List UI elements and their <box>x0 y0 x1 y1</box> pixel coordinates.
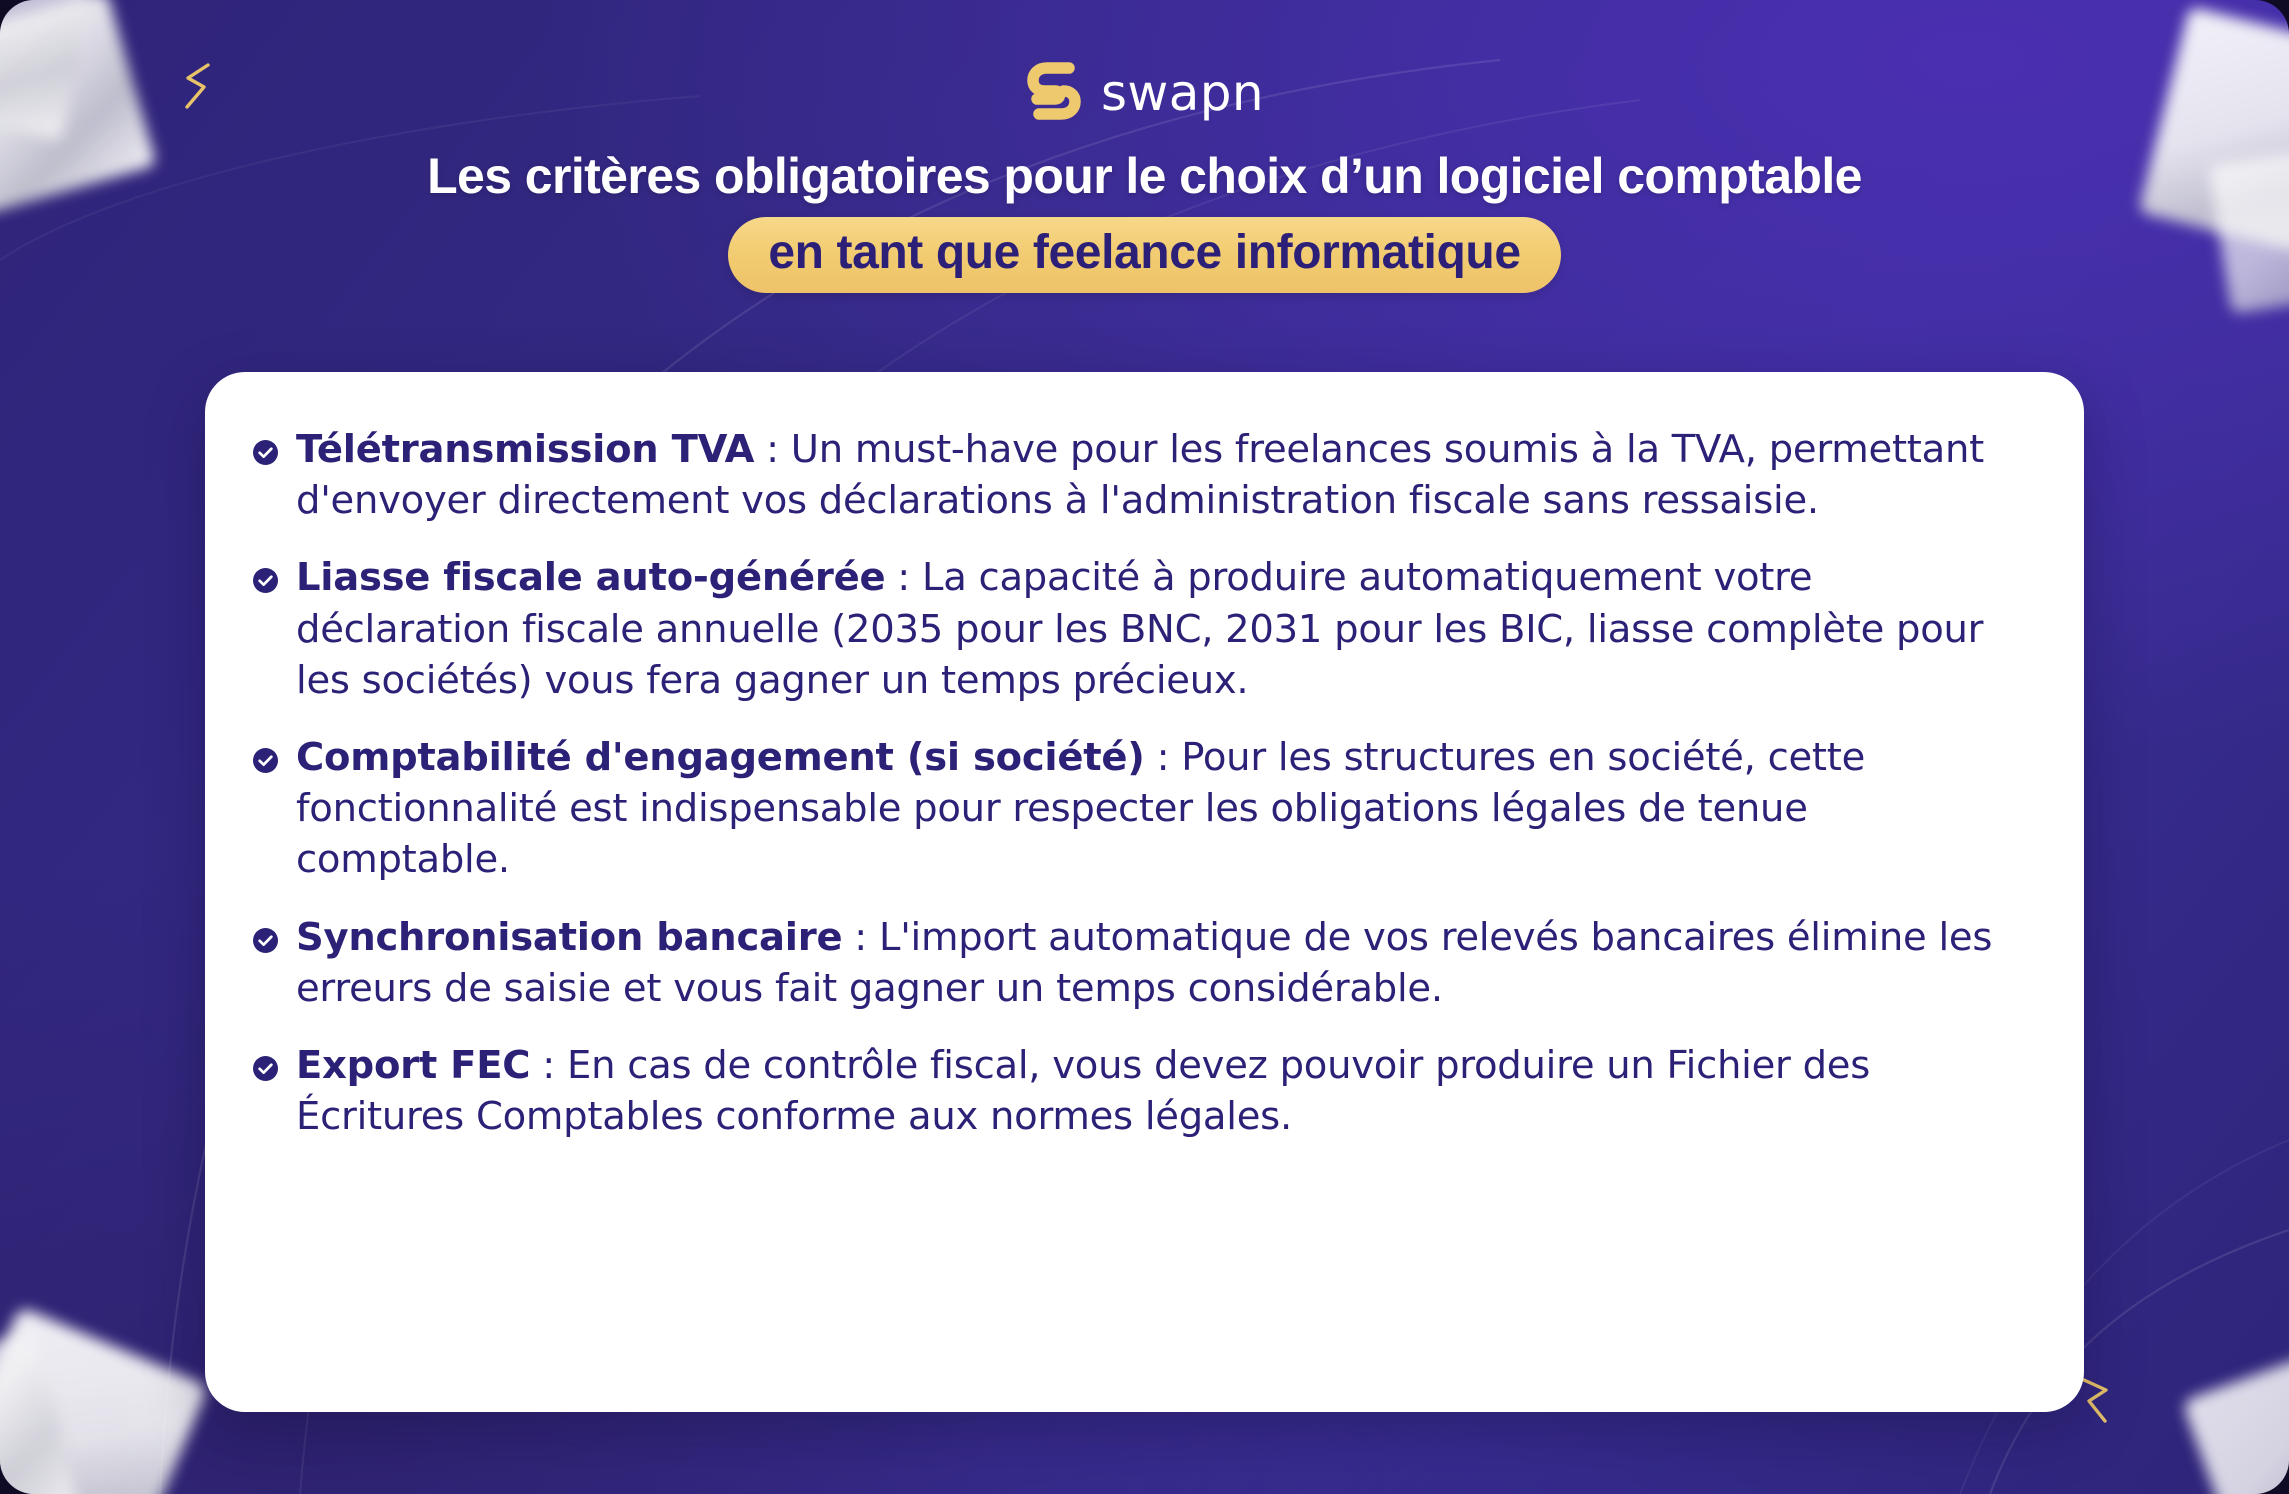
gold-zigzag-icon <box>2079 1376 2113 1424</box>
list-item <box>253 1040 2022 1142</box>
list-item-term: Synchronisation bancaire <box>296 914 843 960</box>
list-item <box>253 912 2022 1014</box>
list-item-body: : La capacité à produire automatiquement votre déclaration fiscale annuelle (2035 pour les BNC, 2031 pour les BIC, liasse complète pour les sociétés) vous fera gagner un temps précieux. <box>296 555 1984 703</box>
list-item-text <box>296 552 2022 706</box>
subtitle-wrap <box>0 217 2289 293</box>
list-item <box>253 552 2022 706</box>
list-item-text <box>296 424 2022 526</box>
check-circle-icon <box>253 1056 278 1081</box>
criteria-card <box>205 372 2084 1412</box>
page-title: Les critères obligatoires pour le choix d’un logiciel comptable <box>427 148 1862 204</box>
brand-lockup <box>1025 60 1264 122</box>
list-item-text <box>296 1040 2022 1142</box>
check-circle-icon <box>253 928 278 953</box>
list-item <box>253 732 2022 886</box>
check-circle-icon <box>253 568 278 593</box>
swapn-s-logo-icon <box>1025 60 1083 122</box>
list-item-body: : Un must-have pour les freelances soumis à la TVA, permettant d'envoyer directement vos déclarations à l'administration fiscale sans ressaisie. <box>296 427 1984 524</box>
list-item-body: : L'import automatique de vos relevés bancaires élimine les erreurs de saisie et vous fait gagner un temps considérable. <box>296 914 1993 1011</box>
list-item-body: : Pour les structures en société, cette fonctionnalité est indispensable pour respecter les obligations légales de tenue comptable. <box>296 735 1866 883</box>
list-item-term: Télétransmission TVA <box>296 427 755 472</box>
list-item-term: Comptabilité d'engagement (si société) <box>296 735 1145 781</box>
list-item-body: : En cas de contrôle fiscal, vous devez pouvoir produire un Fichier des Écritures Comptables conforme aux normes légales. <box>296 1043 1871 1140</box>
list-item <box>253 424 2022 526</box>
subtitle-highlight: en tant que feelance informatique <box>728 217 1560 293</box>
poster-header <box>0 60 2289 293</box>
blurred-paper-icon <box>2182 1337 2289 1494</box>
list-item-text <box>296 732 2022 886</box>
brand-name: swapn <box>1100 64 1264 122</box>
check-circle-icon <box>253 748 278 773</box>
criteria-list <box>253 424 2022 1142</box>
list-item-text <box>296 912 2022 1014</box>
check-circle-icon <box>253 440 278 465</box>
list-item-term: Liasse fiscale auto-générée <box>296 555 886 601</box>
list-item-term: Export FEC <box>296 1043 531 1089</box>
